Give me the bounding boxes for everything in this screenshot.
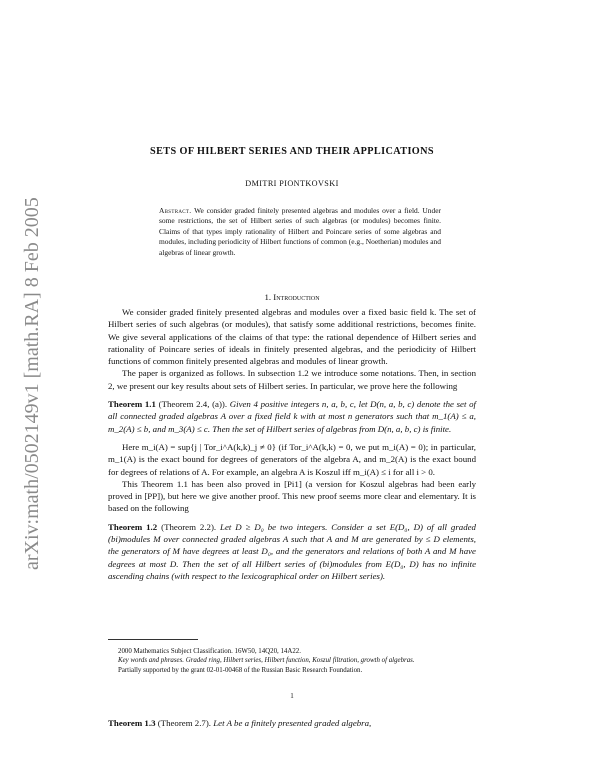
theorem-1-2-head: Theorem 1.2 [108, 521, 158, 532]
abstract-label: Abstract. [159, 206, 192, 215]
abstract-text: We consider graded finitely presented algebras and modules over a field. Under some restrictions, the set of Hilbert series of such algebras (or modules) becomes finite. Claims of that types imply rationality of Hilbert and Poincare series of some algebras and modules, including periodicity of Hilbert functions of common (e.g., Noetherian) modules and algebras of linear growth. [159, 206, 441, 257]
abstract [159, 206, 441, 258]
definition-paragraph: Here m_i(A) = sup{j | Tor_i^A(k,k)_j ≠ 0} (if Tor_i^A(k,k) = 0, we put m_i(A) = 0); in particular, m_1(A) is the exact bound for degrees of generators of the algebra A, and m_2(A) is the exact bound for degrees of relations of A. For example, an algebra A is Koszul iff m_i(A) ≤ i for all i > 0. [108, 441, 476, 477]
organization-paragraph: The paper is organized as follows. In subsection 1.2 we introduce some notations. Then, in section 2, we present our key results about sets of Hilbert series. In particular, we prove here the following [108, 368, 476, 391]
intro-paragraph: We consider graded finitely presented algebras and modules over a fixed basic field k. The set of Hilbert series of such algebras (or modules), that satisfy some additional restrictions, becomes finite. We give several applications of the claims of that type: the rational dependence of Hilbert series and rationality of Poincare series of ideals in finitely presented algebras, and the periodicity of Hilbert functions of common finitely presented algebras and modules of linear growth. [108, 307, 476, 367]
body-text [108, 306, 476, 582]
footnotes [108, 647, 476, 675]
footnote-rule [108, 639, 198, 640]
theorem-1-2-ref: (Theorem 2.2). [161, 521, 217, 532]
arxiv-stamp [6, 0, 48, 776]
theorem-1-3-ref: (Theorem 2.7). [157, 718, 212, 728]
footnote-msc: 2000 Mathematics Subject Classification. 16W50, 14Q20, 14A22. [118, 648, 301, 655]
footnote-support: Partially supported by the grant 02-01-00468 of the Russian Basic Research Foundation. [118, 666, 363, 674]
theorem-1-3-head: Theorem 1.3 [108, 718, 156, 728]
proof-note-paragraph: This Theorem 1.1 has been also proved in [Pi1] (a version for Koszul algebras had been early proved in [PP]), but here we give another proof. This new proof seems more clear and elementary. It is based on the following [108, 478, 476, 514]
page-number: 1 [290, 692, 294, 700]
author-name: DMITRI PIONTKOVSKI [245, 179, 339, 188]
section-title: Introduction [273, 292, 320, 302]
theorem-1-1 [108, 398, 476, 435]
paper-title: SETS OF HILBERT SERIES AND THEIR APPLICATIONS [150, 146, 434, 157]
theorem-1-3-statement: Let A be a finitely presented graded algebra, [213, 718, 372, 728]
theorem-1-3 [108, 717, 476, 729]
section-heading [108, 292, 476, 302]
section-number: 1. [264, 292, 272, 302]
theorem-1-2 [108, 521, 476, 582]
theorem-1-2-statement: Let D ≥ D₀ be two integers. Consider a set E(D₀, D) of all graded (bi)modules M over connected graded algebras A such that A and M are generated by ≤ D elements, the generators of M have degrees at least D₀, and the generators and relations of both A and M have degrees at most D. Then the set of all Hilbert series of (bi)modules from E(D₀, D) has no infinite ascending chains (with respect to the lexicographical order on Hilbert series). [108, 521, 476, 581]
theorem-1-1-ref: (Theorem 2.4, (a)). [158, 399, 228, 410]
footnote-keywords: Key words and phrases. Graded ring, Hilbert series, Hilbert function, Koszul filtration, growth of algebras. [118, 657, 415, 665]
theorem-1-1-head: Theorem 1.1 [108, 399, 156, 410]
arxiv-stamp-graphic [6, 0, 48, 776]
theorem-1-1-statement: Given 4 positive integers n, a, b, c, let D(n, a, b, c) denote the set of all connected graded algebras A over a fixed field k with at most n generators such that m_1(A) ≤ a, m_2(A) ≤ b, and m_3(A) ≤ c. Then the set of Hilbert series of algebras from D(n, a, b, c) is finite. [108, 399, 476, 434]
arxiv-identifier: arXiv:math/0502149v1 [math.RA] 8 Feb 2005 [21, 197, 43, 570]
